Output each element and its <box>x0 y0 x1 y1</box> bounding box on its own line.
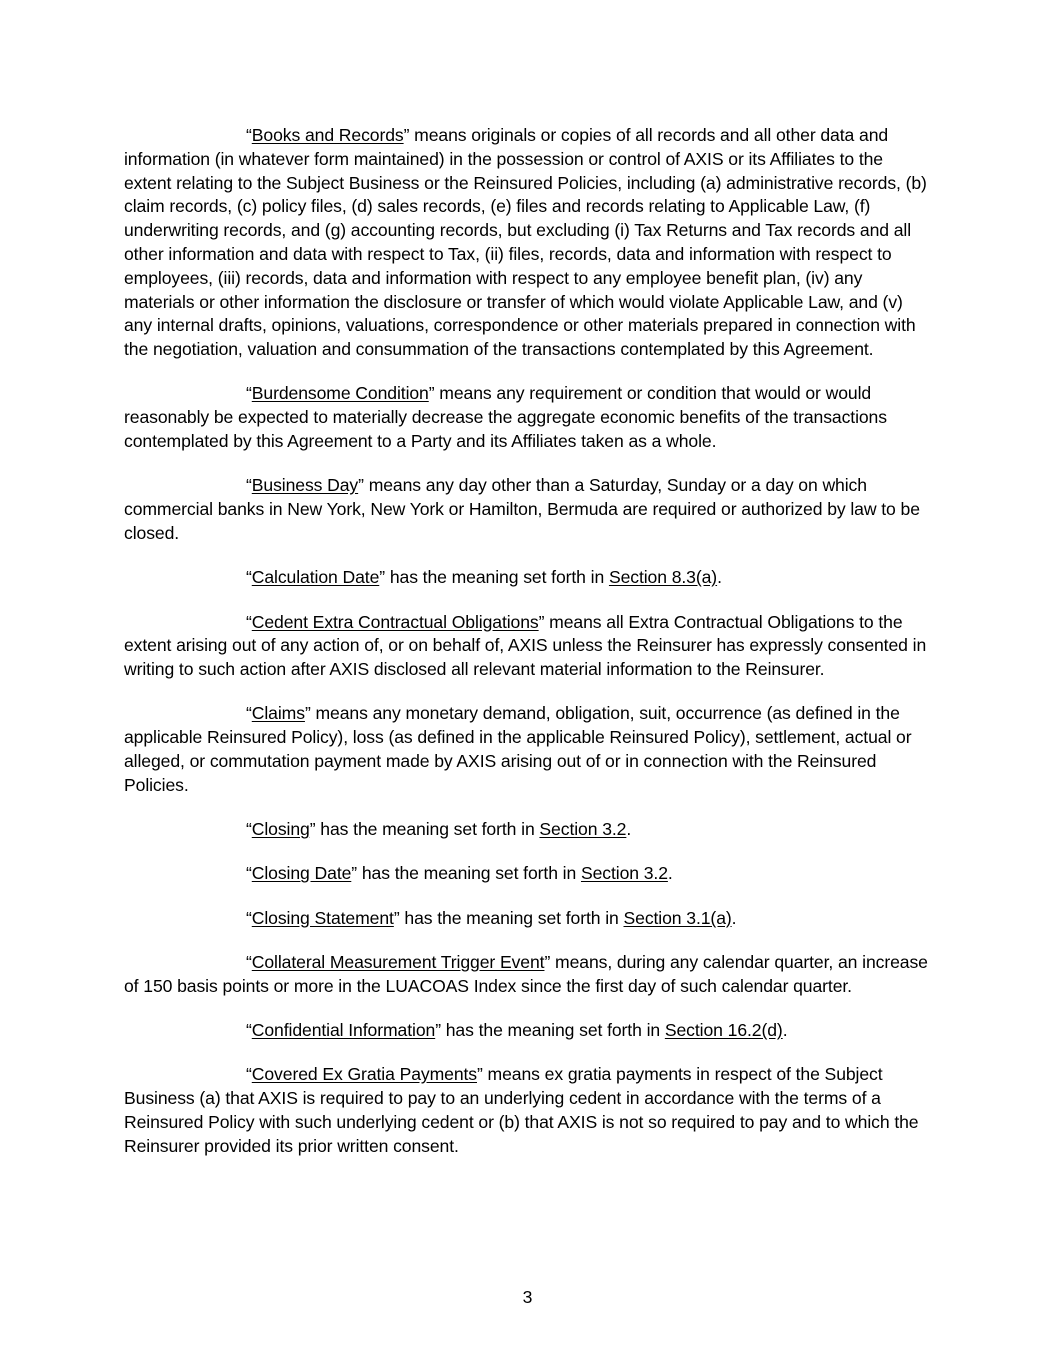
quote-open: “ <box>246 383 252 404</box>
quote-close: ” <box>379 567 386 588</box>
definition-end: . <box>667 863 673 884</box>
quote-close: ” <box>304 703 311 724</box>
quote-close: ” <box>358 475 364 496</box>
definition-text: means any monetary demand, obligation, suit, occurrence (as defined in the applicable Reinsured Policy), loss (as defined in the applicable Reinsured Policy), settlement, actual or alleged, or commutation payment made by AXIS arising out of or in connection with the Reinsured Policies. <box>124 703 912 795</box>
definition-text: means any day other than a Saturday, Sunday or a day on which commercial banks in New York, New York or Hamilton, Bermuda are required or authorized by law to be closed. <box>124 475 920 543</box>
quote-open: “ <box>246 907 252 928</box>
quote-close: ” <box>403 125 410 145</box>
definition-text: has the meaning set forth in <box>385 567 609 588</box>
definition-closing-statement <box>124 907 932 931</box>
defined-term: Collateral Measurement Trigger Event <box>251 952 545 973</box>
quote-open: “ <box>246 819 252 840</box>
defined-term: Claims <box>251 703 305 724</box>
definition-text: has the meaning set forth in <box>315 819 540 840</box>
quote-open: “ <box>246 475 252 496</box>
defined-term: Confidential Information <box>251 1020 436 1041</box>
definition-text: has the meaning set forth in <box>440 1020 665 1041</box>
definition-cedent-extra-contractual-obligations <box>124 611 932 682</box>
section-reference: Section 3.2 <box>539 819 627 840</box>
defined-term: Closing <box>251 819 310 840</box>
definition-end: . <box>626 819 632 840</box>
definition-end: . <box>717 567 722 588</box>
definition-business-day <box>124 474 932 545</box>
quote-open: “ <box>246 125 252 145</box>
section-reference: Section 3.2 <box>580 863 668 884</box>
defined-term: Calculation Date <box>251 567 380 588</box>
section-reference: Section 16.2(d) <box>664 1020 783 1041</box>
defined-term: Closing Statement <box>251 907 394 928</box>
definition-books-and-records <box>124 124 932 362</box>
definition-closing-date <box>124 862 932 886</box>
definition-text: means originals or copies of all records and all other data and information (in whatever form maintained) in the possession or control of AXIS or its Affiliates to the extent relating to the Subject Business or the Reinsured Policies, including (a) administrative records, (b) claim records, (c) policy files, (d) sales records, (e) files and records relating to Applicable Law, (f) underwriting records, and (g) accounting records, but excluding (i) Tax Returns and Tax records and all other information and data with respect to Tax, (ii) files, records, data and information with respect to employees, (iii) records, data and information with respect to any employee benefit plan, (iv) any materials or other information the disclosure or transfer of which would violate Applicable Law, and (v) any internal drafts, opinions, valuations, correspondence or other materials prepared in connection with the negotiation, valuation and consummation of the transactions contemplated by this Agreement. <box>124 125 927 360</box>
quote-close: ” <box>393 907 400 928</box>
quote-close: ” <box>428 383 435 404</box>
definition-claims <box>124 702 932 797</box>
defined-term: Cedent Extra Contractual Obligations <box>251 611 539 632</box>
definitions-section <box>124 124 932 1179</box>
quote-open: “ <box>246 863 252 884</box>
quote-open: “ <box>246 1064 252 1085</box>
definition-text: means any requirement or condition that would or would reasonably be expected to materially decrease the aggregate economic benefits of the transactions contemplated by this Agreement to a Party and its Affiliates taken as a whole. <box>124 383 887 452</box>
quote-open: “ <box>246 1020 252 1041</box>
definition-confidential-information <box>124 1019 932 1043</box>
quote-close: ” <box>477 1064 483 1085</box>
quote-open: “ <box>246 952 252 973</box>
defined-term: Books and Records <box>251 125 404 145</box>
section-reference: Section 3.1(a) <box>623 907 732 928</box>
quote-close: ” <box>309 819 316 840</box>
definition-text: means, during any calendar quarter, an increase of 150 basis points or more in the LUACOAS Index since the first day of such calendar quarter. <box>124 952 928 996</box>
quote-open: “ <box>246 567 252 588</box>
definition-closing <box>124 818 932 842</box>
quote-close: ” <box>538 611 545 632</box>
definition-collateral-measurement-trigger-event <box>124 951 932 999</box>
quote-open: “ <box>246 611 252 632</box>
definition-text: means ex gratia payments in respect of the Subject Business (a) that AXIS is required to pay to an underlying cedent in accordance with the terms of a Reinsured Policy with such underlying cedent or (b) that AXIS is not so required to pay and to which the Reinsurer provided its prior written consent. <box>124 1064 919 1156</box>
definition-burdensome-condition <box>124 382 932 453</box>
quote-close: ” <box>435 1020 441 1041</box>
definition-calculation-date <box>124 566 932 590</box>
page-number: 3 <box>522 1287 533 1307</box>
definition-end: . <box>782 1020 788 1041</box>
defined-term: Covered Ex Gratia Payments <box>251 1064 477 1085</box>
definition-end: . <box>731 907 737 928</box>
quote-close: ” <box>351 863 358 884</box>
defined-term: Burdensome Condition <box>251 383 429 404</box>
definition-text: means all Extra Contractual Obligations to the extent arising out of any action of, or on behalf of, AXIS unless the Reinsurer has expressly consented in writing to such action after AXIS disclosed all relevant material information to the Reinsurer. <box>124 611 927 680</box>
quote-open: “ <box>246 703 252 724</box>
definition-covered-ex-gratia-payments <box>124 1063 932 1158</box>
definition-text: has the meaning set forth in <box>399 907 624 928</box>
defined-term: Closing Date <box>251 863 352 884</box>
section-reference: Section 8.3(a) <box>608 567 718 588</box>
quote-close: ” <box>544 952 551 973</box>
defined-term: Business Day <box>251 475 359 496</box>
definition-text: has the meaning set forth in <box>357 863 581 884</box>
